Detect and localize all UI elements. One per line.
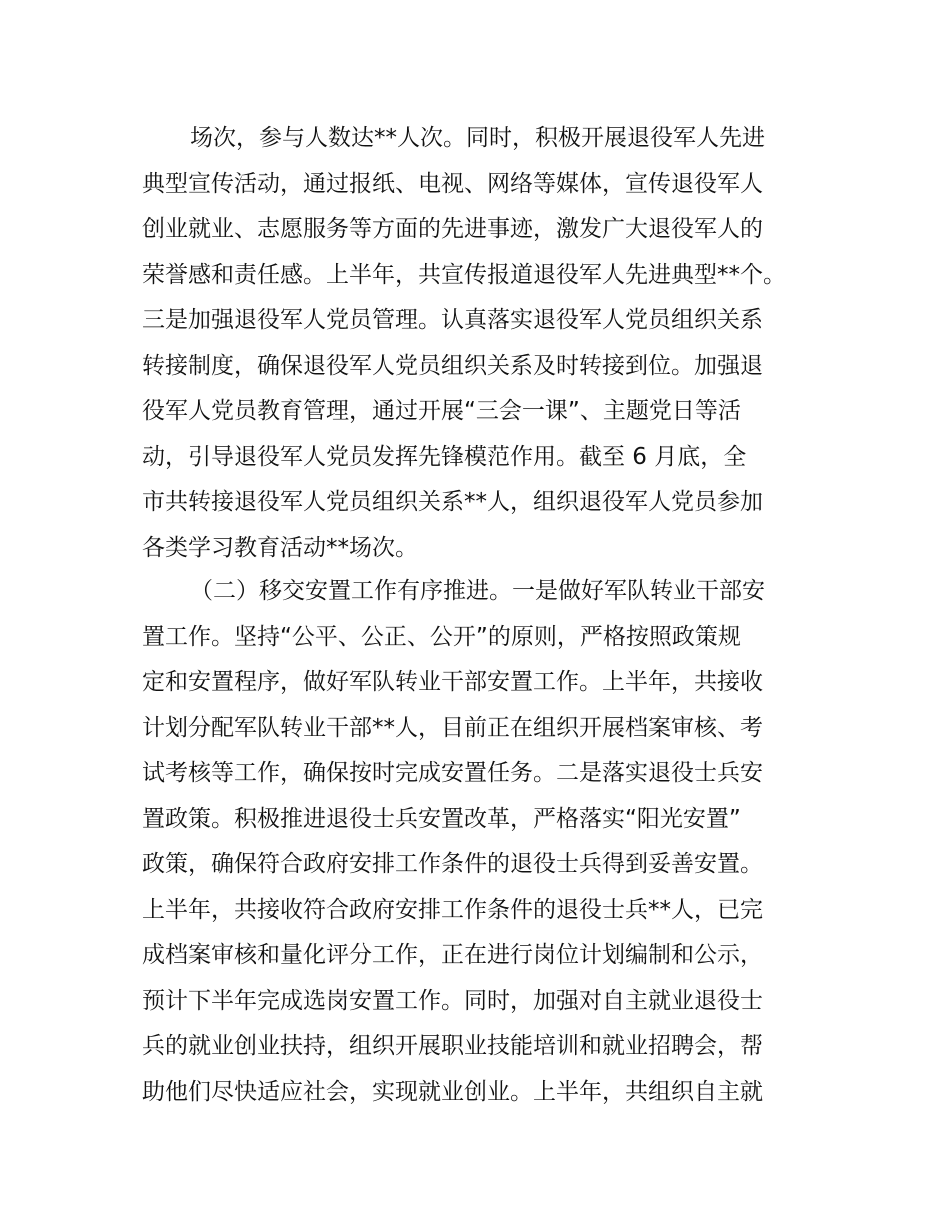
text-line: 典型宣传活动，通过报纸、电视、网络等媒体，宣传退役军人: [142, 170, 763, 197]
text-line: 市共转接退役军人党员组织关系**人，组织退役军人党员参加: [142, 489, 763, 515]
text-line: （二）移交安置工作有序推进。一是做好军队转业干部安: [190, 578, 765, 604]
text-line: 各类学习教育活动**场次。: [142, 534, 418, 561]
paragraph-party-member-management: [142, 116, 822, 571]
text-line: 兵的就业创业扶持，组织开展职业技能培训和就业招聘会，帮: [142, 1033, 763, 1059]
text-line: 预计下半年完成选岗安置工作。同时，加强对自主就业退役士: [142, 987, 763, 1014]
text-line: 置政策。积极推进退役士兵安置改革，严格落实“阳光安置”: [142, 805, 741, 832]
text-line: 定和安置程序，做好军队转业干部安置工作。上半年，共接收: [142, 669, 763, 695]
text-line: 创业就业、志愿服务等方面的先进事迹，激发广大退役军人的: [142, 216, 763, 242]
text-line: 助他们尽快适应社会，实现就业创业。上半年，共组织自主就: [142, 1078, 763, 1105]
text-line: 成档案审核和量化评分工作，正在进行岗位计划编制和公示，: [142, 942, 763, 968]
text-line: 三是加强退役军人党员管理。认真落实退役军人党员组织关系: [142, 307, 763, 333]
text-line: 荣誉感和责任感。上半年，共宣传报道退役军人先进典型**个。: [142, 261, 786, 288]
paragraph-transfer-placement: [142, 569, 822, 1115]
text-line: 役军人党员教育管理，通过开展“三会一课”、主题党日等活: [142, 398, 741, 424]
text-line: 试考核等工作，确保按时完成安置任务。二是落实退役士兵安: [142, 760, 763, 786]
text-line: 上半年，共接收符合政府安排工作条件的退役士兵**人，已完: [142, 896, 763, 923]
text-line: 动，引导退役军人党员发挥先锋模范作用。截至 6 月底，全: [142, 443, 747, 470]
text-line: 置工作。坚持“公平、公正、公开”的原则，严格按照政策规: [142, 623, 741, 650]
text-line: 场次，参与人数达**人次。同时，积极开展退役军人先进: [190, 125, 765, 151]
text-line: 计划分配军队转业干部**人，目前正在组织开展档案审核、考: [142, 714, 763, 741]
text-line: 政策，确保符合政府安排工作条件的退役士兵得到妥善安置。: [142, 851, 763, 877]
text-line: 转接制度，确保退役军人党员组织关系及时转接到位。加强退: [142, 352, 763, 379]
